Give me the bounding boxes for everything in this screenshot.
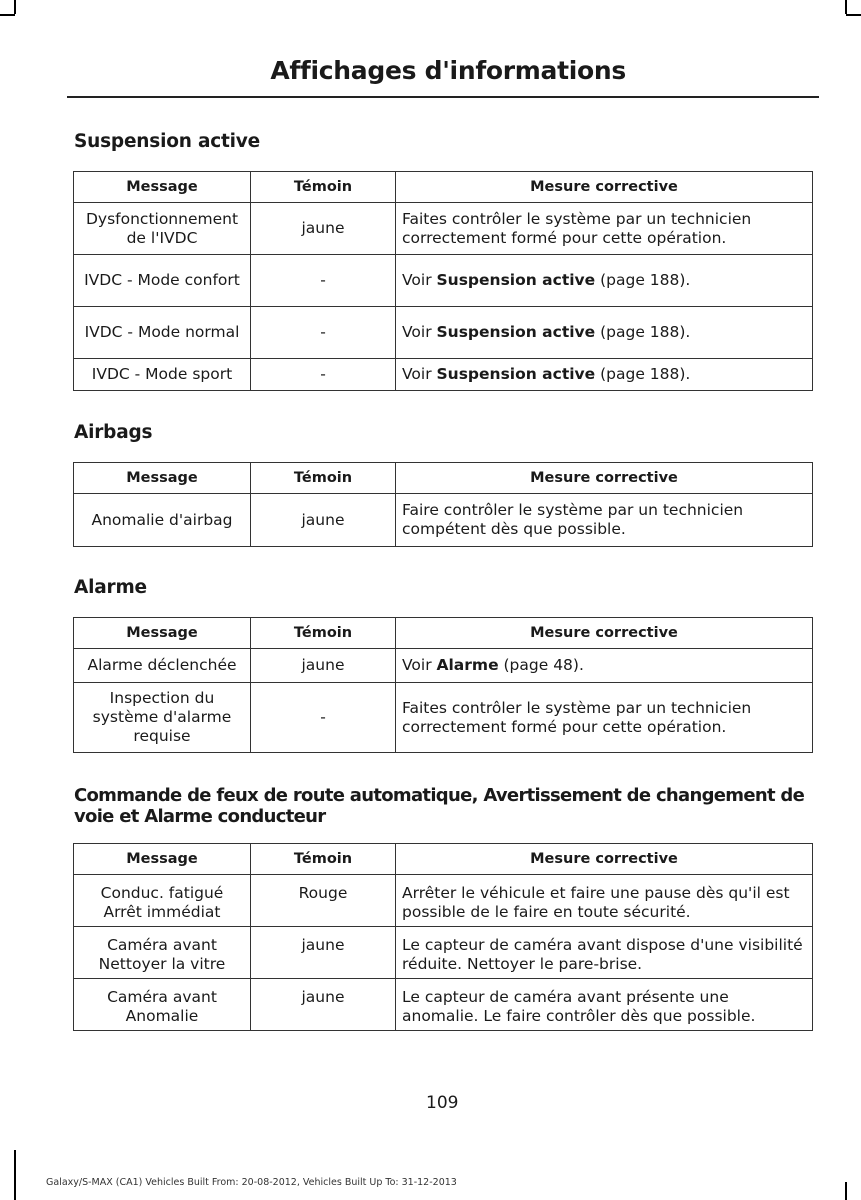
- header-message: Message: [74, 844, 251, 875]
- cell-temoin: jaune: [251, 649, 396, 683]
- cell-message: IVDC - Mode normal: [74, 307, 251, 359]
- crop-mark-bottom-left: [14, 1150, 16, 1200]
- cell-action: Faites contrôler le système par un technicien correctement formé pour cette opération.: [396, 683, 813, 753]
- cell-action: [396, 307, 813, 359]
- cell-temoin: Rouge: [251, 875, 396, 927]
- cell-temoin: jaune: [251, 927, 396, 979]
- header-temoin: Témoin: [251, 172, 396, 203]
- header-message: Message: [74, 618, 251, 649]
- header-temoin: Témoin: [251, 844, 396, 875]
- cell-message: Anomalie d'airbag: [74, 494, 251, 547]
- section-heading-airbags: Airbags: [74, 422, 153, 443]
- page-title: Affichages d'informations: [270, 56, 626, 85]
- table-row: [74, 875, 813, 927]
- table-row: [74, 255, 813, 307]
- cell-temoin: -: [251, 255, 396, 307]
- cell-temoin: -: [251, 307, 396, 359]
- cell-temoin: jaune: [251, 203, 396, 255]
- cell-action: [396, 255, 813, 307]
- header-mesure: Mesure corrective: [396, 172, 813, 203]
- cell-action: Le capteur de caméra avant présente une anomalie. Le faire contrôler dès que possible.: [396, 979, 813, 1031]
- message-line: Caméra avant: [107, 988, 217, 1006]
- table-row: [74, 927, 813, 979]
- crop-mark-top-left-h: [0, 14, 15, 16]
- table-row: [74, 203, 813, 255]
- section-heading-suspension: Suspension active: [74, 131, 260, 152]
- header-message: Message: [74, 463, 251, 494]
- title-divider: [67, 96, 819, 98]
- section-heading-alarme: Alarme: [74, 577, 147, 598]
- cell-message: Alarme déclenchée: [74, 649, 251, 683]
- cell-action: Faites contrôler le système par un technicien correctement formé pour cette opération.: [396, 203, 813, 255]
- message-line: Nettoyer la vitre: [98, 955, 226, 973]
- cell-action: Faire contrôler le système par un technicien compétent dès que possible.: [396, 494, 813, 547]
- table-header-row: [74, 172, 813, 203]
- cell-action: Le capteur de caméra avant dispose d'une visibilité réduite. Nettoyer le pare-brise.: [396, 927, 813, 979]
- page-number: 109: [426, 1093, 459, 1113]
- cell-message: IVDC - Mode confort: [74, 255, 251, 307]
- section-heading-commande: Commande de feux de route automatique, Avertissement de changement de voie et Alarme conducteur: [74, 785, 805, 827]
- cell-temoin: -: [251, 683, 396, 753]
- action-prefix: Voir: [402, 271, 437, 289]
- message-line: Arrêt immédiat: [103, 903, 221, 921]
- cell-message: Dysfonctionnement de l'IVDC: [74, 203, 251, 255]
- cell-action: [396, 649, 813, 683]
- action-suffix: (page 48).: [498, 656, 584, 674]
- table-row: [74, 494, 813, 547]
- table-header-row: [74, 618, 813, 649]
- crop-mark-top-right: [845, 0, 847, 14]
- action-suffix: (page 188).: [595, 271, 691, 289]
- table-row: [74, 307, 813, 359]
- action-link[interactable]: Suspension active: [436, 365, 596, 383]
- table-row: [74, 979, 813, 1031]
- commande-table: [73, 843, 813, 1031]
- action-link[interactable]: Suspension active: [436, 271, 596, 289]
- suspension-table: [73, 171, 813, 391]
- action-link[interactable]: Suspension active: [436, 323, 596, 341]
- crop-mark-top-right-h: [846, 14, 861, 16]
- action-suffix: (page 188).: [595, 365, 691, 383]
- action-prefix: Voir: [402, 656, 437, 674]
- action-link[interactable]: Alarme: [436, 656, 499, 674]
- action-suffix: (page 188).: [595, 323, 691, 341]
- action-prefix: Voir: [402, 323, 437, 341]
- table-header-row: [74, 844, 813, 875]
- cell-message: [74, 979, 251, 1031]
- cell-message: IVDC - Mode sport: [74, 359, 251, 391]
- header-mesure: Mesure corrective: [396, 463, 813, 494]
- header-mesure: Mesure corrective: [396, 844, 813, 875]
- crop-mark-top-left: [14, 0, 16, 14]
- header-temoin: Témoin: [251, 618, 396, 649]
- message-line: Caméra avant: [107, 936, 217, 954]
- cell-temoin: -: [251, 359, 396, 391]
- table-row: [74, 649, 813, 683]
- action-prefix: Voir: [402, 365, 437, 383]
- cell-message: [74, 927, 251, 979]
- crop-mark-bottom-right: [845, 1182, 847, 1200]
- table-row: [74, 359, 813, 391]
- cell-temoin: jaune: [251, 494, 396, 547]
- table-row: [74, 683, 813, 753]
- cell-action: [396, 359, 813, 391]
- header-temoin: Témoin: [251, 463, 396, 494]
- cell-temoin: jaune: [251, 979, 396, 1031]
- header-mesure: Mesure corrective: [396, 618, 813, 649]
- airbags-table: [73, 462, 813, 547]
- message-line: Anomalie: [125, 1007, 199, 1025]
- footer-vehicle-info: Galaxy/S-MAX (CA1) Vehicles Built From: 20-08-2012, Vehicles Built Up To: 31-12-2013: [46, 1177, 457, 1188]
- alarme-table: [73, 617, 813, 753]
- header-message: Message: [74, 172, 251, 203]
- cell-message: Inspection du système d'alarme requise: [74, 683, 251, 753]
- message-line: Conduc. fatigué: [100, 884, 224, 902]
- cell-message: [74, 875, 251, 927]
- cell-action: Arrêter le véhicule et faire une pause dès qu'il est possible de le faire en toute sécurité.: [396, 875, 813, 927]
- table-header-row: [74, 463, 813, 494]
